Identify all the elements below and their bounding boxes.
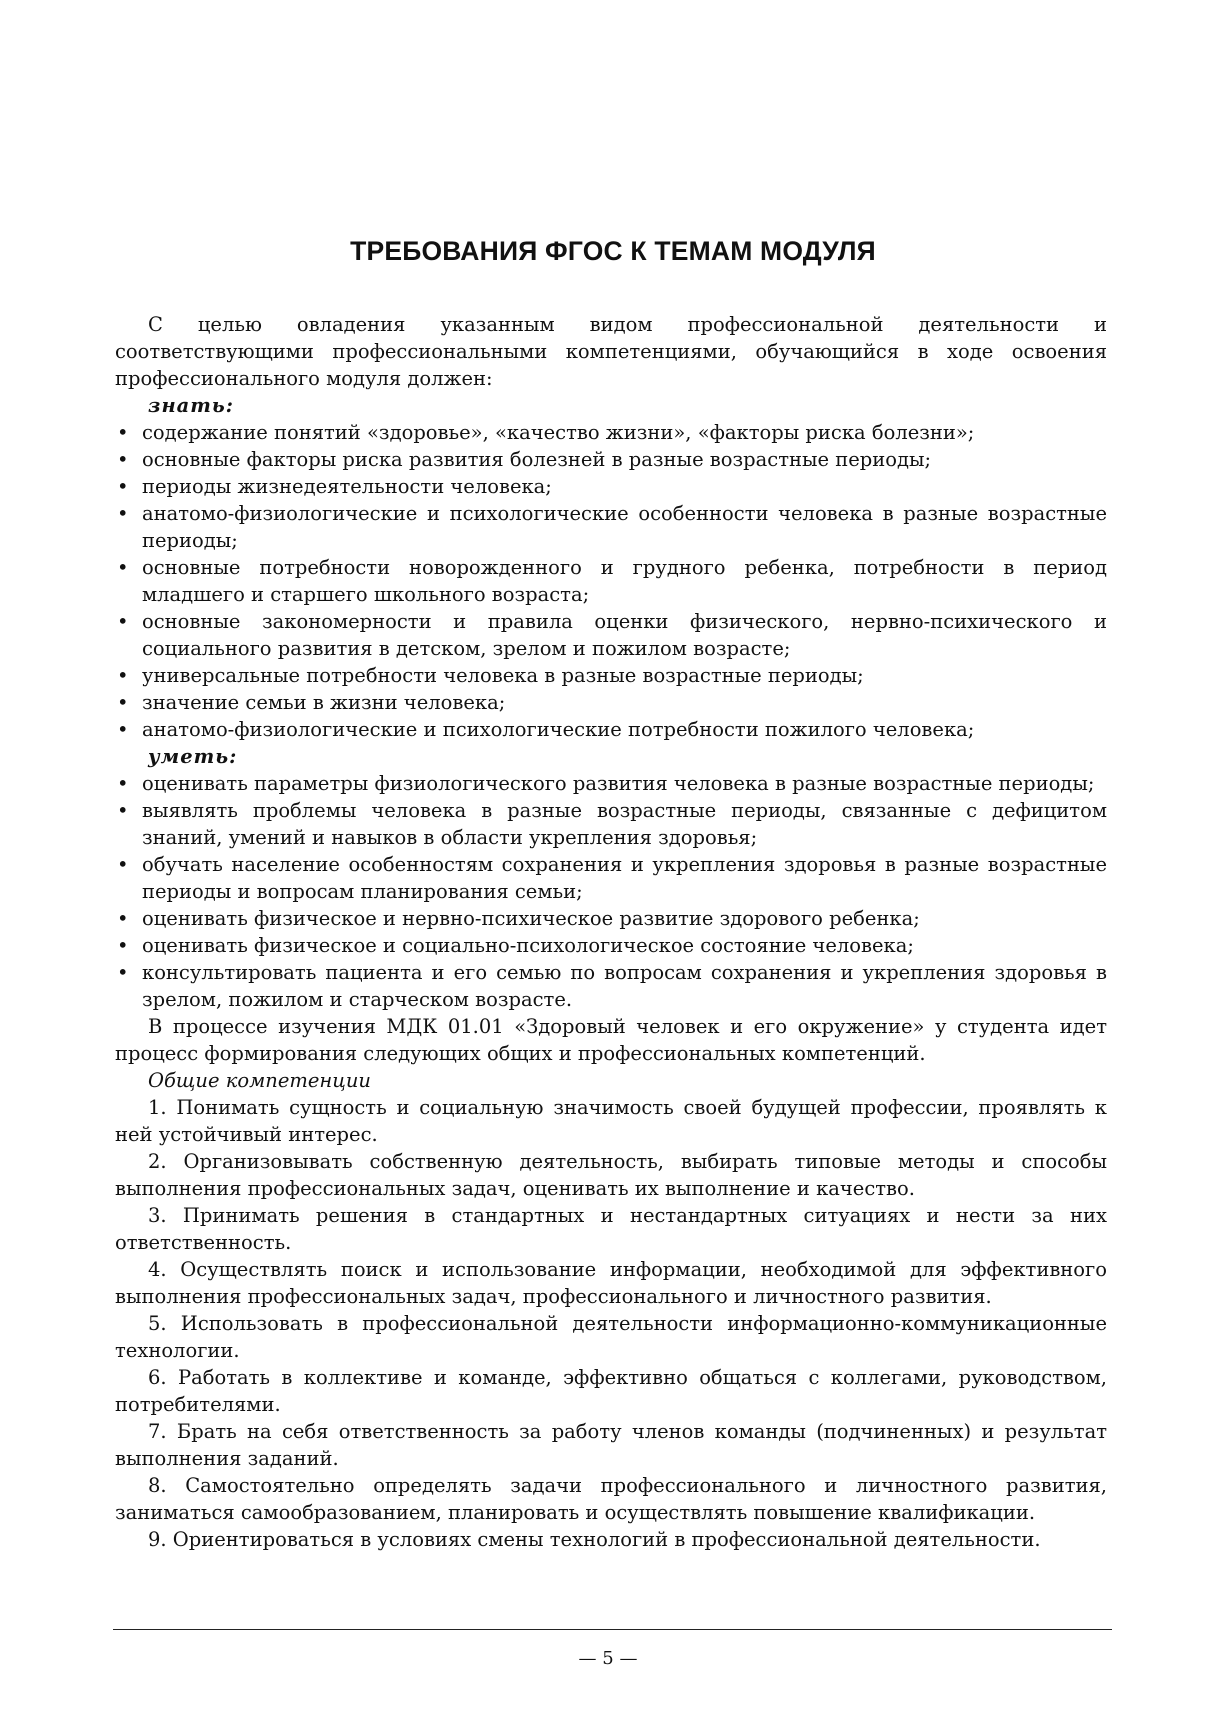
know-item: • значение семьи в жизни человека; xyxy=(115,689,1107,716)
know-list xyxy=(115,419,1107,743)
competency-item: 5. Использовать в профессиональной деятельности информационно-коммуникационные технологии. xyxy=(115,1312,1107,1362)
know-label: знать: xyxy=(148,394,234,417)
know-item: • универсальные потребности человека в разные возрастные периоды; xyxy=(115,662,1107,689)
competency-item: 3. Принимать решения в стандартных и нестандартных ситуациях и нести за них ответственность. xyxy=(115,1204,1107,1254)
general-competencies-label: Общие компетенции xyxy=(148,1069,371,1092)
intro-paragraph: С целью овладения указанным видом профессиональной деятельности и соответствующими профессиональными компетенциями, обучающийся в ходе освоения профессионального модуля должен: xyxy=(115,313,1107,390)
able-item: • оценивать физическое и нервно-психическое развитие здорового ребенка; xyxy=(115,905,1107,932)
competency-item: 4. Осуществлять поиск и использование информации, необходимой для эффективного выполнения профессиональных задач, профессионального и личностного развития. xyxy=(115,1258,1107,1308)
know-item: • содержание понятий «здоровье», «качество жизни», «факторы риска болезни»; xyxy=(115,419,1107,446)
page-title: ТРЕБОВАНИЯ ФГОС К ТЕМАМ МОДУЛЯ xyxy=(350,236,876,266)
able-item: • консультировать пациента и его семью по вопросам сохранения и укрепления здоровья в зрелом, пожилом и старческом возрасте. xyxy=(115,959,1107,1013)
able-item: • выявлять проблемы человека в разные возрастные периоды, связанные с дефицитом знаний, умений и навыков в области укрепления здоровья; xyxy=(115,797,1107,851)
know-item: • периоды жизнедеятельности человека; xyxy=(115,473,1107,500)
know-item: • основные потребности новорожденного и грудного ребенка, потребности в период младшего и старшего школьного возраста; xyxy=(115,554,1107,608)
document-body xyxy=(115,311,1107,1553)
competency-item: 2. Организовывать собственную деятельность, выбирать типовые методы и способы выполнения профессиональных задач, оценивать их выполнение и качество. xyxy=(115,1150,1107,1200)
able-label: уметь: xyxy=(148,745,238,768)
footer-divider xyxy=(113,1629,1112,1630)
competency-item: 1. Понимать сущность и социальную значимость своей будущей профессии, проявлять к ней устойчивый интерес. xyxy=(115,1096,1107,1146)
competency-item: 6. Работать в коллективе и команде, эффективно общаться с коллегами, руководством, потребителями. xyxy=(115,1366,1107,1416)
know-item: • анатомо-физиологические и психологические потребности пожилого человека; xyxy=(115,716,1107,743)
competency-item: 7. Брать на себя ответственность за работу членов команды (подчиненных) и результат выполнения заданий. xyxy=(115,1420,1107,1470)
able-item: • оценивать физическое и социально-психологическое состояние человека; xyxy=(115,932,1107,959)
know-item: • основные факторы риска развития болезней в разные возрастные периоды; xyxy=(115,446,1107,473)
know-item: • основные закономерности и правила оценки физического, нервно-психического и социального развития в детском, зрелом и пожилом возрасте; xyxy=(115,608,1107,662)
process-paragraph: В процессе изучения МДК 01.01 «Здоровый человек и его окружение» у студента идет процесс формирования следующих общих и профессиональных компетенций. xyxy=(115,1015,1107,1065)
able-item: • оценивать параметры физиологического развития человека в разные возрастные периоды; xyxy=(115,770,1107,797)
competency-item: 8. Самостоятельно определять задачи профессионального и личностного развития, заниматься самообразованием, планировать и осуществлять повышение квалификации. xyxy=(115,1474,1107,1524)
page-number: — 5 — xyxy=(578,1648,638,1669)
able-item: • обучать население особенностям сохранения и укрепления здоровья в разные возрастные периоды и вопросам планирования семьи; xyxy=(115,851,1107,905)
competency-item: 9. Ориентироваться в условиях смены технологий в профессиональной деятельности. xyxy=(148,1528,1041,1551)
know-item: • анатомо-физиологические и психологические особенности человека в разные возрастные периоды; xyxy=(115,500,1107,554)
able-list xyxy=(115,770,1107,1013)
